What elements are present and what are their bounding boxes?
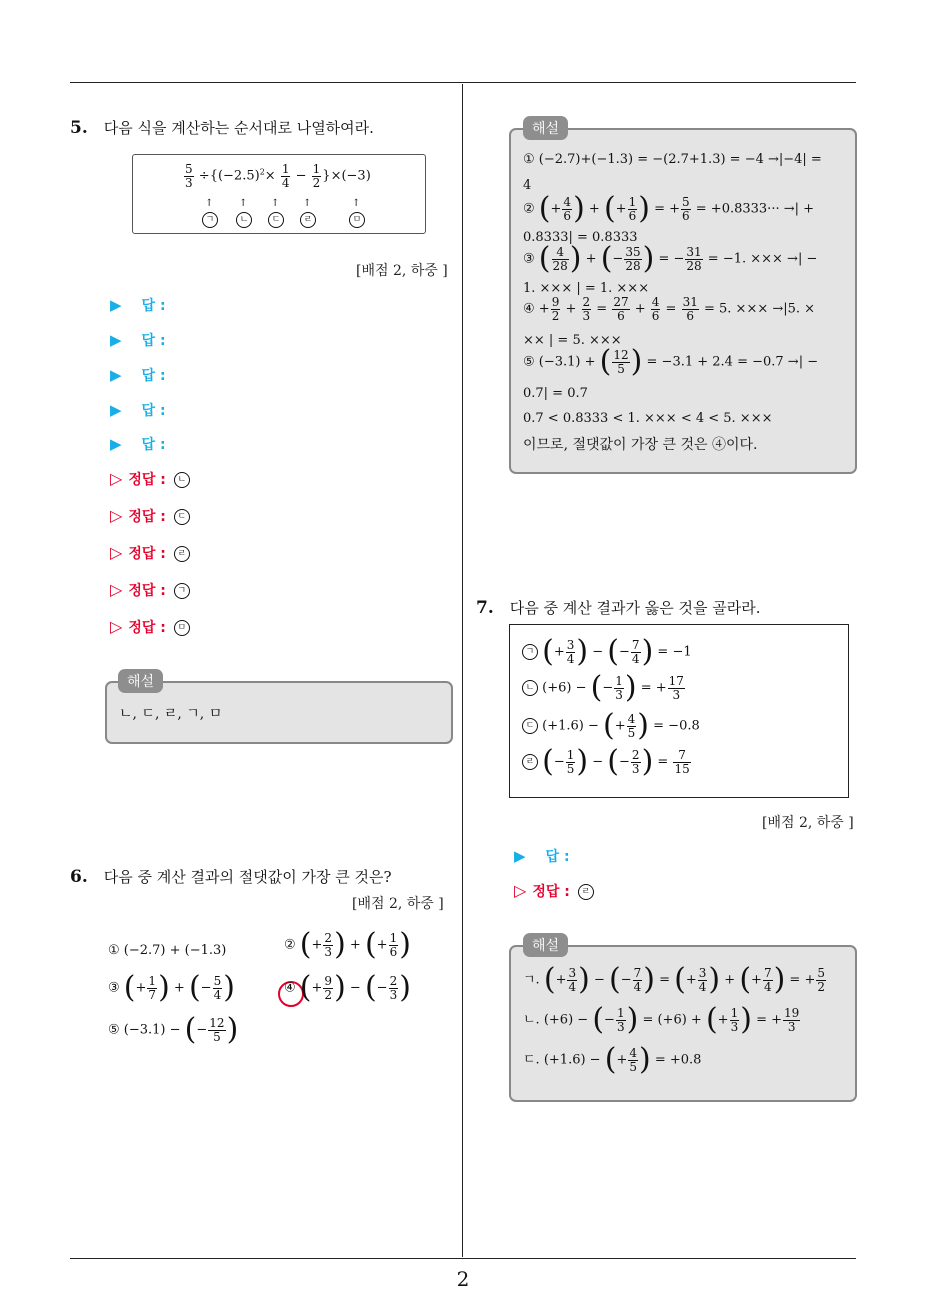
label-circle: ㄱ [202,212,218,228]
exp-line: ㄱ. (+ $\frac{3}{4}$ ) − (− $\frac{7}{4}$ ) = (+ $\frac{3}{4}$ ) + (+ $\frac{7}{4}$ ) = + $\frac{5}{2}$ [523,962,825,997]
explanation-tab: 해설 [523,933,568,957]
bottom-rule [70,1258,856,1259]
answer-row: ▶ 답 : [514,847,570,865]
item-1: ㄱ (+ $\frac{3}{4}$ ) − (− $\frac{7}{4}$ ) = −1 [522,637,692,667]
exp-line: ③ ( $\frac{4}{28}$ ) + (− $\frac{35}{28}$ ) = − $\frac{31}{28}$ = −1. ××× →| − [523,241,818,276]
answer-row: ▶ 답 : [110,366,166,384]
question-number: 7. [476,598,494,618]
exp-line: 1. ××× | = 1. ××× [523,281,650,296]
label-circle: ㅁ [349,212,365,228]
item-3: ㄷ (+1.6) − (+ $\frac{4}{5}$ ) = −0.8 [522,711,700,741]
option-4: ④ (+ $\frac{9}{2}$ ) − (− $\frac{2}{3}$ ) [284,970,411,1005]
question-number: 5. [70,118,88,138]
score-meta: [배점 2, 하중 ] [352,896,444,912]
exp-line: ㄴ. (+6) − (− $\frac{1}{3}$ ) = (+6) + (+ $\frac{1}{3}$ ) = + $\frac{19}{3}$ [523,1002,800,1037]
exp-line: ① (−2.7)+(−1.3) = −(2.7+1.3) = −4 →|−4| = [523,152,822,167]
explanation-tab: 해설 [523,116,568,140]
arrow-2: ↑ [239,198,248,209]
option-5: ⑤ (−3.1) − (− $\frac{12}{5}$ ) [108,1012,239,1047]
question-6 [70,866,392,887]
exp-conclusion: 이므로, 절댓값이 가장 큰 것은 ④이다. [523,437,758,453]
expression: $\frac{5}{3}$ $\div\{(-2.5)^2\times$ $\frac{1}{4}$ − $\frac{1}{2}$ }×(−3) [185,162,371,190]
correct-answer-row: ▷ 정답 : ㄴ [110,469,190,489]
question-text: 다음 중 계산 결과의 절댓값이 가장 큰 것은? [103,868,392,886]
question-text: 다음 중 계산 결과가 옳은 것을 골라라. [509,599,761,617]
answer-row: ▶ 답 : [110,331,166,349]
answer-row: ▶ 답 : [110,296,166,314]
column-divider [462,84,463,1257]
exp-line: 0.7| = 0.7 [523,386,588,401]
explanation-tab: 해설 [118,669,163,693]
exp-line: ④ + $\frac{9}{2}$ + $\frac{2}{3}$ = $\frac{27}{6}$ + $\frac{4}{6}$ = $\frac{31}{6}$ = 5. ××× →|5. × [523,295,816,323]
item-2: ㄴ (+6) − (− $\frac{1}{3}$ ) = + $\frac{17}{3}$ [522,673,686,703]
question-7 [476,597,760,618]
exp-line: ② (+ $\frac{4}{6}$ ) + (+ $\frac{1}{6}$ ) = + $\frac{5}{6}$ = +0.8333··· →| + [523,191,815,226]
explanation-text: ㄴ, ㄷ, ㄹ, ㄱ, ㅁ [119,706,223,722]
option-1: ① (−2.7) + (−1.3) [108,943,227,958]
exp-line: 0.7 < 0.8333 < 1. ××× < 4 < 5. ××× [523,411,773,426]
expression-box [132,154,426,234]
label-circle: ㄹ [300,212,316,228]
arrow-3: ↑ [271,198,280,209]
correct-answer-row: ▷ 정답 : ㄷ [110,506,190,526]
question-text: 다음 식을 계산하는 순서대로 나열하여라. [103,119,374,137]
explanation-box [509,945,857,1102]
correct-answer-row: ▷ 정답 : ㅁ [110,617,190,637]
exp-line: 4 [523,178,532,193]
arrow-1: ↑ [205,198,214,209]
exp-line: ㄷ. (+1.6) − (+ $\frac{4}{5}$ ) = +0.8 [523,1042,702,1077]
question-number: 6. [70,867,88,887]
question-5 [70,117,374,138]
exp-line: 0.8333| = 0.8333 [523,230,638,245]
item-4: ㄹ (− $\frac{1}{5}$ ) − (− $\frac{2}{3}$ ) = $\frac{7}{15}$ [522,747,692,777]
answer-row: ▶ 답 : [110,401,166,419]
option-3: ③ (+ $\frac{1}{7}$ ) + (− $\frac{5}{4}$ ) [108,970,235,1005]
fraction: $\frac{1}{4}$ [281,162,290,190]
arrow-5: ↑ [352,198,361,209]
fraction: $\frac{1}{2}$ [312,162,321,190]
arrow-4: ↑ [303,198,312,209]
exp-line: ×× | = 5. ××× [523,333,622,348]
score-meta: [배점 2, 하중 ] [762,815,854,831]
correct-answer-row: ▷ 정답 : ㄹ [110,543,190,563]
option-2: ② (+ $\frac{2}{3}$ ) + (+ $\frac{1}{6}$ ) [284,927,411,962]
correct-answer-row: ▷ 정답 : ㄹ [514,881,594,901]
explanation-box [509,128,857,474]
exp-line: ⑤ (−3.1) + ( $\frac{12}{5}$ ) = −3.1 + 2.4 = −0.7 →| − [523,344,819,379]
score-meta: [배점 2, 하중 ] [356,263,448,279]
label-circle: ㄴ [236,212,252,228]
page-number: 2 [456,1267,470,1291]
correct-answer-row: ▷ 정답 : ㄱ [110,580,190,600]
top-rule [70,82,856,83]
items-box [509,624,849,798]
label-circle: ㄷ [268,212,284,228]
fraction: $\frac{5}{3}$ [185,162,193,190]
answer-row: ▶ 답 : [110,435,166,453]
